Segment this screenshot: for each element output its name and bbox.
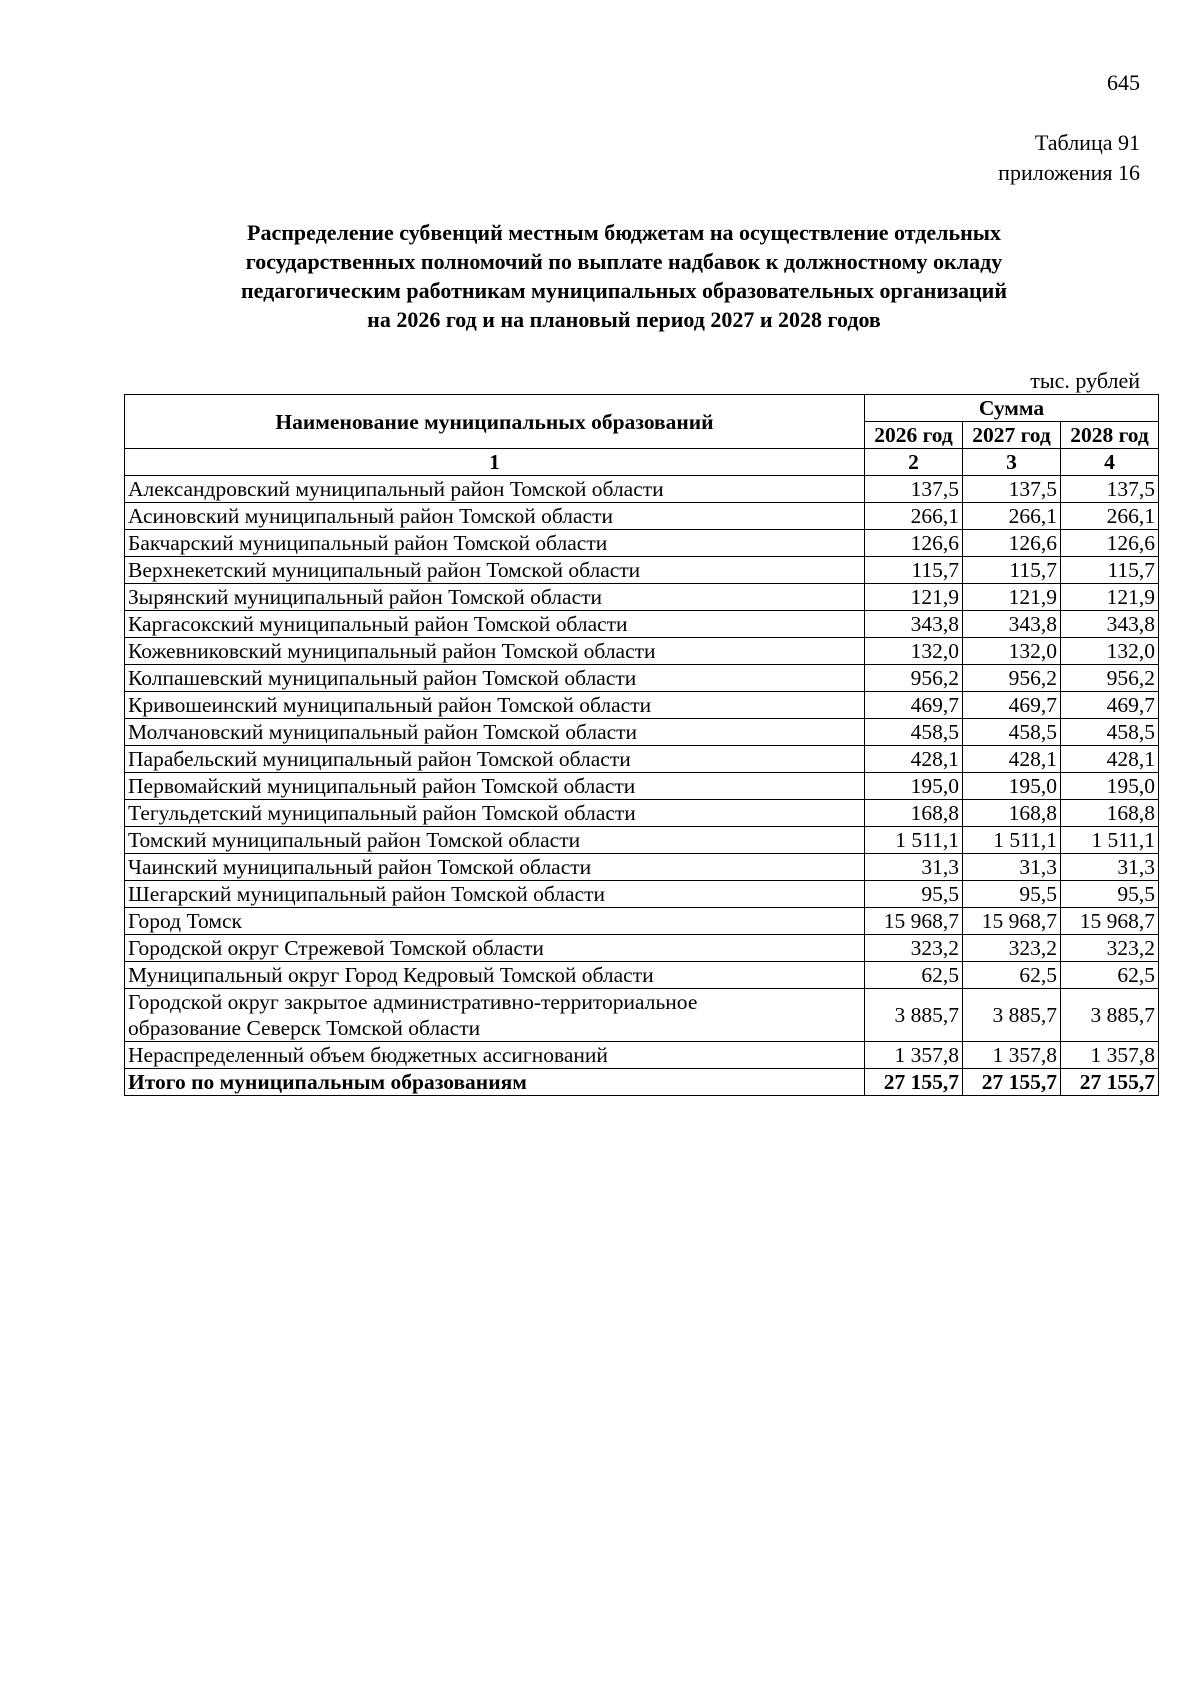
- table-row: [125, 665, 1159, 692]
- table-row: [125, 827, 1159, 854]
- municipality-name: Молчановский муниципальный район Томской области: [125, 719, 865, 746]
- amount-2027: 168,8: [963, 800, 1061, 827]
- amount-2028: 137,5: [1061, 476, 1159, 503]
- total-row: [125, 1069, 1159, 1096]
- amount-2027: 195,0: [963, 773, 1061, 800]
- amount-2026: 121,9: [865, 584, 963, 611]
- municipality-name: Нераспределенный объем бюджетных ассигнований: [125, 1042, 865, 1069]
- table-row: [125, 584, 1159, 611]
- header-year-2027: 2027 год: [963, 422, 1061, 449]
- table-row: [125, 503, 1159, 530]
- amount-2026: 137,5: [865, 476, 963, 503]
- amount-2026: 469,7: [865, 692, 963, 719]
- amount-2027: 1 511,1: [963, 827, 1061, 854]
- amount-2027: 15 968,7: [963, 908, 1061, 935]
- amount-2027: 31,3: [963, 854, 1061, 881]
- table-caption: [998, 128, 1140, 188]
- amount-2027: 458,5: [963, 719, 1061, 746]
- amount-2027: 469,7: [963, 692, 1061, 719]
- column-index: 2: [865, 449, 963, 476]
- amount-2027: 132,0: [963, 638, 1061, 665]
- amount-2026: 3 885,7: [865, 989, 963, 1042]
- amount-2027: 95,5: [963, 881, 1061, 908]
- total-amount-2028: 27 155,7: [1061, 1069, 1159, 1096]
- amount-2027: 1 357,8: [963, 1042, 1061, 1069]
- page-number: 645: [1107, 70, 1140, 95]
- header-sum: Сумма: [865, 395, 1159, 422]
- amount-2026: 95,5: [865, 881, 963, 908]
- total-amount-2027: 27 155,7: [963, 1069, 1061, 1096]
- table-row: [125, 908, 1159, 935]
- amount-2028: 121,9: [1061, 584, 1159, 611]
- title-line: на 2026 год и на плановый период 2027 и 2028 годов: [367, 307, 881, 332]
- amount-2028: 132,0: [1061, 638, 1159, 665]
- amount-2028: 95,5: [1061, 881, 1159, 908]
- document-title: [124, 218, 1124, 334]
- title-line: педагогическим работникам муниципальных образовательных организаций: [240, 278, 1007, 303]
- table-row: [125, 773, 1159, 800]
- municipality-name: Тегульдетский муниципальный район Томской области: [125, 800, 865, 827]
- amount-2026: 132,0: [865, 638, 963, 665]
- header-year-2028: 2028 год: [1061, 422, 1159, 449]
- table-row: [125, 530, 1159, 557]
- amount-2028: 458,5: [1061, 719, 1159, 746]
- amount-2028: 31,3: [1061, 854, 1159, 881]
- amount-2026: 1 511,1: [865, 827, 963, 854]
- municipality-name: Муниципальный округ Город Кедровый Томской области: [125, 962, 865, 989]
- table-row: [125, 476, 1159, 503]
- amount-2026: 428,1: [865, 746, 963, 773]
- amount-2028: 1 357,8: [1061, 1042, 1159, 1069]
- table-row: [125, 881, 1159, 908]
- amount-2027: 956,2: [963, 665, 1061, 692]
- table-row: [125, 800, 1159, 827]
- municipality-name: Верхнекетский муниципальный район Томской области: [125, 557, 865, 584]
- amount-2027: 62,5: [963, 962, 1061, 989]
- amount-2026: 323,2: [865, 935, 963, 962]
- table-row: [125, 557, 1159, 584]
- amount-2028: 195,0: [1061, 773, 1159, 800]
- amount-2027: 121,9: [963, 584, 1061, 611]
- municipality-name-line: Городской округ закрытое административно-территориальное: [128, 990, 698, 1014]
- table-number: Таблица 91: [1034, 130, 1140, 155]
- total-label: Итого по муниципальным образованиям: [125, 1069, 865, 1096]
- amount-2026: 195,0: [865, 773, 963, 800]
- amount-2026: 1 357,8: [865, 1042, 963, 1069]
- amount-2027: 3 885,7: [963, 989, 1061, 1042]
- municipality-name: Томский муниципальный район Томской области: [125, 827, 865, 854]
- amount-2028: 956,2: [1061, 665, 1159, 692]
- amount-2028: 3 885,7: [1061, 989, 1159, 1042]
- amount-2026: 126,6: [865, 530, 963, 557]
- municipality-name: Первомайский муниципальный район Томской области: [125, 773, 865, 800]
- subvention-table: [124, 394, 1159, 1096]
- municipality-name: Парабельский муниципальный район Томской области: [125, 746, 865, 773]
- amount-2028: 266,1: [1061, 503, 1159, 530]
- amount-2026: 115,7: [865, 557, 963, 584]
- amount-2028: 1 511,1: [1061, 827, 1159, 854]
- units-label: тыс. рублей: [1030, 368, 1140, 393]
- amount-2028: 115,7: [1061, 557, 1159, 584]
- amount-2028: 15 968,7: [1061, 908, 1159, 935]
- municipality-name: Бакчарский муниципальный район Томской области: [125, 530, 865, 557]
- table-row: [125, 854, 1159, 881]
- amount-2026: 168,8: [865, 800, 963, 827]
- table-row: [125, 746, 1159, 773]
- appendix-number: приложения 16: [998, 160, 1140, 185]
- municipality-name-line: образование Северск Томской области: [128, 1016, 481, 1040]
- amount-2028: 323,2: [1061, 935, 1159, 962]
- header-year-2026: 2026 год: [865, 422, 963, 449]
- municipality-name: Городской округ Стрежевой Томской области: [125, 935, 865, 962]
- table-row: [125, 935, 1159, 962]
- municipality-name: Александровский муниципальный район Томской области: [125, 476, 865, 503]
- table-body: [125, 476, 1159, 1096]
- amount-2028: 469,7: [1061, 692, 1159, 719]
- amount-2026: 266,1: [865, 503, 963, 530]
- amount-2027: 266,1: [963, 503, 1061, 530]
- municipality-name: Колпашевский муниципальный район Томской области: [125, 665, 865, 692]
- municipality-name: Зырянский муниципальный район Томской области: [125, 584, 865, 611]
- amount-2026: 458,5: [865, 719, 963, 746]
- amount-2027: 126,6: [963, 530, 1061, 557]
- amount-2026: 956,2: [865, 665, 963, 692]
- municipality-name: Кожевниковский муниципальный район Томской области: [125, 638, 865, 665]
- amount-2027: 323,2: [963, 935, 1061, 962]
- amount-2027: 137,5: [963, 476, 1061, 503]
- amount-2028: 62,5: [1061, 962, 1159, 989]
- municipality-name: [125, 989, 865, 1042]
- amount-2028: 168,8: [1061, 800, 1159, 827]
- table-row: [125, 638, 1159, 665]
- municipality-name: Чаинский муниципальный район Томской области: [125, 854, 865, 881]
- amount-2026: 15 968,7: [865, 908, 963, 935]
- amount-2027: 428,1: [963, 746, 1061, 773]
- amount-2027: 115,7: [963, 557, 1061, 584]
- table-row: [125, 962, 1159, 989]
- amount-2026: 343,8: [865, 611, 963, 638]
- column-index-row: [125, 449, 1159, 476]
- municipality-name: Город Томск: [125, 908, 865, 935]
- municipality-name: Шегарский муниципальный район Томской области: [125, 881, 865, 908]
- amount-2028: 126,6: [1061, 530, 1159, 557]
- title-line: Распределение субвенций местным бюджетам на осуществление отдельных: [247, 220, 1001, 245]
- amount-2026: 62,5: [865, 962, 963, 989]
- amount-2027: 343,8: [963, 611, 1061, 638]
- amount-2028: 428,1: [1061, 746, 1159, 773]
- total-amount-2026: 27 155,7: [865, 1069, 963, 1096]
- header-municipality: Наименование муниципальных образований: [125, 395, 865, 449]
- column-index: 3: [963, 449, 1061, 476]
- amount-2028: 343,8: [1061, 611, 1159, 638]
- column-index: 4: [1061, 449, 1159, 476]
- table-row: [125, 1042, 1159, 1069]
- amount-2026: 31,3: [865, 854, 963, 881]
- table-row: [125, 719, 1159, 746]
- column-index: 1: [125, 449, 865, 476]
- municipality-name: Кривошеинский муниципальный район Томской области: [125, 692, 865, 719]
- title-line: государственных полномочий по выплате надбавок к должностному окладу: [245, 249, 1003, 274]
- table-row: [125, 692, 1159, 719]
- table-header-row: [125, 395, 1159, 422]
- table-row: [125, 989, 1159, 1042]
- municipality-name: Асиновский муниципальный район Томской области: [125, 503, 865, 530]
- table-row: [125, 611, 1159, 638]
- municipality-name: Каргасокский муниципальный район Томской области: [125, 611, 865, 638]
